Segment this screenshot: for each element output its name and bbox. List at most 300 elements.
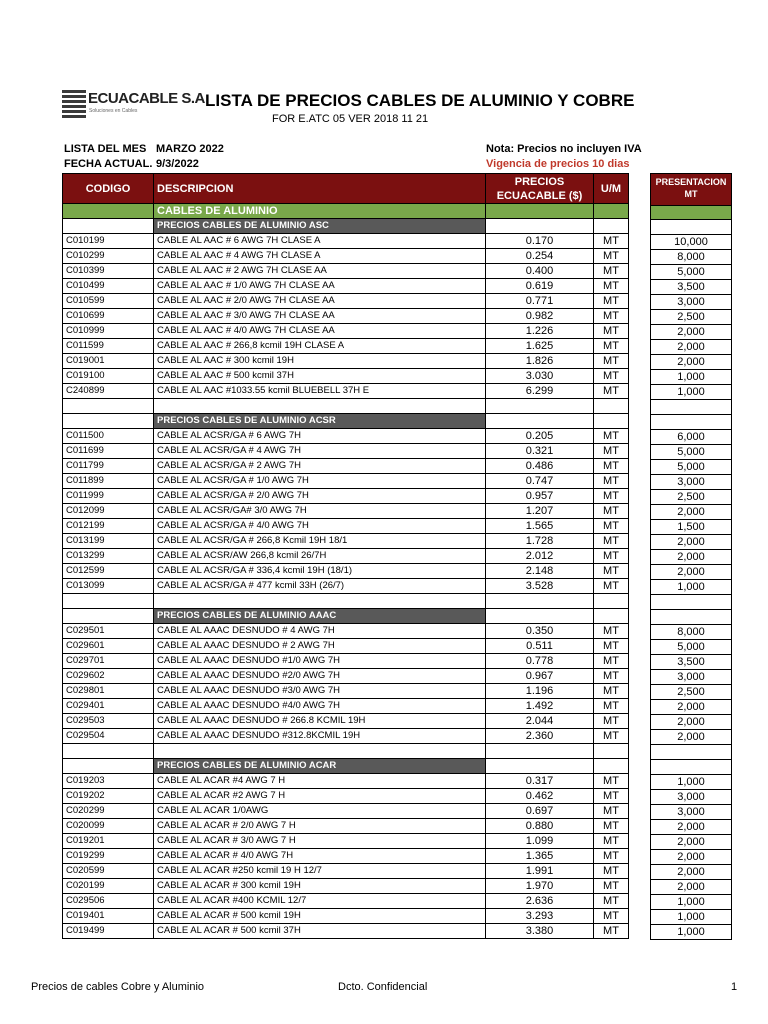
- presentation-row: [651, 340, 732, 355]
- product-price: 2.012: [486, 549, 594, 564]
- product-description: CABLE AL AAAC DESNUDO # 4 AWG 7H: [154, 624, 486, 639]
- product-description: CABLE AL ACSR/GA # 336,4 kcmil 19H (18/1): [154, 564, 486, 579]
- product-unit: MT: [594, 309, 629, 324]
- product-description: CABLE AL ACSR/GA# 3/0 AWG 7H: [154, 504, 486, 519]
- section-header: [63, 609, 629, 624]
- table-row: [63, 789, 629, 804]
- table-row: [63, 339, 629, 354]
- logo-name: ECUACABLE S.A: [88, 90, 205, 107]
- presentation-row: [651, 790, 732, 805]
- table-row: [63, 294, 629, 309]
- product-description: CABLE AL ACAR # 4/0 AWG 7H: [154, 849, 486, 864]
- table-row: [63, 354, 629, 369]
- product-unit: MT: [594, 624, 629, 639]
- presentation-row: [651, 715, 732, 730]
- product-code: C029601: [63, 639, 154, 654]
- presentation-value: 2,000: [651, 880, 732, 895]
- table-row: [63, 654, 629, 669]
- product-unit: MT: [594, 489, 629, 504]
- presentation-value: 1,000: [651, 385, 732, 400]
- presentation-value: 5,000: [651, 460, 732, 475]
- date-value: 9/3/2022: [156, 158, 199, 170]
- product-description: CABLE AL ACSR/GA # 2 AWG 7H: [154, 459, 486, 474]
- product-description: CABLE AL AAAC DESNUDO #1/0 AWG 7H: [154, 654, 486, 669]
- presentation-value: 5,000: [651, 445, 732, 460]
- product-description: CABLE AL ACSR/GA # 6 AWG 7H: [154, 429, 486, 444]
- product-description: CABLE AL AAAC DESNUDO # 266.8 KCMIL 19H: [154, 714, 486, 729]
- presentation-value: 2,000: [651, 340, 732, 355]
- presentation-row: [651, 850, 732, 865]
- product-description: CABLE AL ACAR # 2/0 AWG 7 H: [154, 819, 486, 834]
- logo-tagline: Soluciones en Cables: [89, 108, 138, 114]
- product-description: CABLE AL ACSR/GA # 1/0 AWG 7H: [154, 474, 486, 489]
- product-price: 0.254: [486, 249, 594, 264]
- product-price: 0.511: [486, 639, 594, 654]
- product-unit: MT: [594, 774, 629, 789]
- table-row: [63, 864, 629, 879]
- column-unit: U/M: [594, 174, 629, 204]
- presentation-row: [651, 475, 732, 490]
- presentation-row: [651, 265, 732, 280]
- product-unit: MT: [594, 294, 629, 309]
- document-title: LISTA DE PRECIOS CABLES DE ALUMINIO Y COBRE: [205, 91, 635, 110]
- product-price: 0.957: [486, 489, 594, 504]
- table-header: [63, 174, 629, 204]
- presentation-value: 1,000: [651, 895, 732, 910]
- product-code: C012099: [63, 504, 154, 519]
- price-validity: Vigencia de precios 10 dias: [486, 158, 630, 170]
- table-row: [63, 684, 629, 699]
- presentation-row: [651, 250, 732, 265]
- product-code: C011799: [63, 459, 154, 474]
- product-price: 3.030: [486, 369, 594, 384]
- presentation-row: [651, 925, 732, 940]
- product-description: CABLE AL ACAR # 500 kcmil 19H: [154, 909, 486, 924]
- product-description: CABLE AL AAC # 6 AWG 7H CLASE A: [154, 234, 486, 249]
- table-row: [63, 879, 629, 894]
- product-description: CABLE AL ACSR/AW 266,8 kcmil 26/7H: [154, 549, 486, 564]
- product-price: 1.365: [486, 849, 594, 864]
- product-unit: MT: [594, 669, 629, 684]
- product-code: C029504: [63, 729, 154, 744]
- product-code: C013099: [63, 579, 154, 594]
- presentation-value: 8,000: [651, 625, 732, 640]
- presentation-value: 2,000: [651, 715, 732, 730]
- product-unit: MT: [594, 324, 629, 339]
- presentation-value: 1,000: [651, 910, 732, 925]
- table-row: [63, 564, 629, 579]
- product-price: 0.350: [486, 624, 594, 639]
- presentation-row: [651, 460, 732, 475]
- presentation-value: 3,000: [651, 295, 732, 310]
- product-code: C029506: [63, 894, 154, 909]
- product-description: CABLE AL AAAC DESNUDO #4/0 AWG 7H: [154, 699, 486, 714]
- product-code: C019202: [63, 789, 154, 804]
- table-row: [63, 774, 629, 789]
- footer-title: Precios de cables Cobre y Aluminio: [31, 981, 205, 993]
- presentation-value: 1,000: [651, 580, 732, 595]
- product-description: CABLE AL AAAC DESNUDO #2/0 AWG 7H: [154, 669, 486, 684]
- presentation-row: [651, 310, 732, 325]
- product-description: CABLE AL AAC # 500 kcmil 37H: [154, 369, 486, 384]
- presentation-value: 2,000: [651, 355, 732, 370]
- presentation-row: [651, 910, 732, 925]
- table-row: [63, 819, 629, 834]
- table-row: [63, 639, 629, 654]
- table-row: [63, 279, 629, 294]
- presentation-row: [651, 325, 732, 340]
- product-description: CABLE AL ACSR/GA # 2/0 AWG 7H: [154, 489, 486, 504]
- presentation-row: [651, 490, 732, 505]
- table-row: [63, 444, 629, 459]
- product-price: 1.207: [486, 504, 594, 519]
- section-header: [63, 414, 629, 429]
- table-row: [63, 669, 629, 684]
- presentation-row: [651, 280, 732, 295]
- product-price: 1.565: [486, 519, 594, 534]
- price-table: [62, 173, 629, 939]
- presentation-row: [651, 385, 732, 400]
- presentation-row: [651, 295, 732, 310]
- product-unit: MT: [594, 279, 629, 294]
- section-header: [63, 759, 629, 774]
- product-description: CABLE AL AAC # 4/0 AWG 7H CLASE AA: [154, 324, 486, 339]
- product-price: 0.462: [486, 789, 594, 804]
- spacer-row: [63, 399, 629, 414]
- product-price: 0.321: [486, 444, 594, 459]
- presentation-row: [651, 355, 732, 370]
- presentation-header: [651, 174, 732, 206]
- product-price: 1.970: [486, 879, 594, 894]
- presentation-row: [651, 820, 732, 835]
- product-code: C019001: [63, 354, 154, 369]
- product-code: C011599: [63, 339, 154, 354]
- product-unit: MT: [594, 354, 629, 369]
- table-row: [63, 489, 629, 504]
- table-row: [63, 804, 629, 819]
- product-code: C010199: [63, 234, 154, 249]
- product-description: CABLE AL AAC # 3/0 AWG 7H CLASE AA: [154, 309, 486, 324]
- category-row: [63, 204, 629, 219]
- product-price: 0.747: [486, 474, 594, 489]
- product-price: 1.226: [486, 324, 594, 339]
- product-unit: MT: [594, 504, 629, 519]
- table-row: [63, 474, 629, 489]
- product-description: CABLE AL AAAC DESNUDO #312.8KCMIL 19H: [154, 729, 486, 744]
- table-row: [63, 579, 629, 594]
- product-code: C020299: [63, 804, 154, 819]
- product-unit: MT: [594, 834, 629, 849]
- product-price: 3.293: [486, 909, 594, 924]
- section-title: PRECIOS CABLES DE ALUMINIO ACAR: [154, 759, 486, 774]
- presentation-value: 2,000: [651, 325, 732, 340]
- product-price: 3.380: [486, 924, 594, 939]
- page-number: 1: [731, 981, 738, 993]
- product-code: C029503: [63, 714, 154, 729]
- column-price: PRECIOS ECUACABLE ($): [486, 174, 594, 204]
- presentation-row: [651, 835, 732, 850]
- product-unit: MT: [594, 714, 629, 729]
- product-code: C011899: [63, 474, 154, 489]
- product-code: C029801: [63, 684, 154, 699]
- presentation-value: 2,000: [651, 535, 732, 550]
- table-row: [63, 264, 629, 279]
- product-code: C010499: [63, 279, 154, 294]
- product-description: CABLE AL ACAR #2 AWG 7 H: [154, 789, 486, 804]
- presentation-row: [651, 670, 732, 685]
- product-unit: MT: [594, 789, 629, 804]
- product-description: CABLE AL ACAR # 3/0 AWG 7 H: [154, 834, 486, 849]
- product-unit: MT: [594, 519, 629, 534]
- product-unit: MT: [594, 264, 629, 279]
- table-row: [63, 249, 629, 264]
- product-code: C012199: [63, 519, 154, 534]
- product-code: C010299: [63, 249, 154, 264]
- presentation-value: 2,500: [651, 310, 732, 325]
- product-code: C019499: [63, 924, 154, 939]
- table-row: [63, 504, 629, 519]
- product-unit: MT: [594, 639, 629, 654]
- presentation-row: [651, 235, 732, 250]
- product-unit: MT: [594, 894, 629, 909]
- table-row: [63, 459, 629, 474]
- table-row: [63, 909, 629, 924]
- product-price: 1.991: [486, 864, 594, 879]
- product-unit: MT: [594, 864, 629, 879]
- presentation-row: [651, 880, 732, 895]
- product-description: CABLE AL ACAR 1/0AWG: [154, 804, 486, 819]
- presentation-value: 3,000: [651, 475, 732, 490]
- presentation-row: [651, 775, 732, 790]
- product-code: C010599: [63, 294, 154, 309]
- presentation-value: 2,000: [651, 850, 732, 865]
- product-description: CABLE AL AAAC DESNUDO # 2 AWG 7H: [154, 639, 486, 654]
- presentation-table: [650, 173, 732, 940]
- product-price: 0.205: [486, 429, 594, 444]
- product-description: CABLE AL ACSR/GA # 4/0 AWG 7H: [154, 519, 486, 534]
- product-code: C019203: [63, 774, 154, 789]
- presentation-row: [651, 445, 732, 460]
- product-unit: MT: [594, 699, 629, 714]
- product-code: C019100: [63, 369, 154, 384]
- product-price: 0.317: [486, 774, 594, 789]
- presentation-value: 2,000: [651, 565, 732, 580]
- product-unit: MT: [594, 249, 629, 264]
- product-unit: MT: [594, 579, 629, 594]
- presentation-row: [651, 565, 732, 580]
- column-presentation: PRESENTACION MT: [651, 174, 732, 206]
- product-description: CABLE AL AAC # 4 AWG 7H CLASE A: [154, 249, 486, 264]
- presentation-row: [651, 625, 732, 640]
- product-unit: MT: [594, 444, 629, 459]
- spacer-row: [63, 744, 629, 759]
- presentation-value: 2,000: [651, 550, 732, 565]
- product-description: CABLE AL AAC #1033.55 kcmil BLUEBELL 37H E: [154, 384, 486, 399]
- product-price: 0.170: [486, 234, 594, 249]
- product-code: C019201: [63, 834, 154, 849]
- presentation-value: 2,000: [651, 700, 732, 715]
- table-row: [63, 549, 629, 564]
- date-label: FECHA ACTUAL.: [64, 158, 153, 170]
- section-title: PRECIOS CABLES DE ALUMINIO ACSR: [154, 414, 486, 429]
- presentation-row: [651, 430, 732, 445]
- presentation-value: 2,000: [651, 865, 732, 880]
- product-unit: MT: [594, 684, 629, 699]
- product-unit: MT: [594, 549, 629, 564]
- list-month-value: MARZO 2022: [156, 143, 224, 155]
- product-code: C020199: [63, 879, 154, 894]
- product-description: CABLE AL ACAR #4 AWG 7 H: [154, 774, 486, 789]
- product-code: C020099: [63, 819, 154, 834]
- product-code: C011999: [63, 489, 154, 504]
- product-code: C029701: [63, 654, 154, 669]
- product-code: C011500: [63, 429, 154, 444]
- presentation-value: 5,000: [651, 640, 732, 655]
- table-row: [63, 519, 629, 534]
- product-price: 1.492: [486, 699, 594, 714]
- presentation-value: 5,000: [651, 265, 732, 280]
- product-code: C020599: [63, 864, 154, 879]
- column-description: DESCRIPCION: [154, 174, 486, 204]
- product-description: CABLE AL ACAR # 300 kcmil 19H: [154, 879, 486, 894]
- presentation-row: [651, 505, 732, 520]
- product-unit: MT: [594, 924, 629, 939]
- presentation-row: [651, 685, 732, 700]
- product-price: 2.360: [486, 729, 594, 744]
- product-description: CABLE AL ACSR/GA # 477 kcmil 33H (26/7): [154, 579, 486, 594]
- table-row: [63, 384, 629, 399]
- product-code: C010699: [63, 309, 154, 324]
- presentation-value: 1,500: [651, 520, 732, 535]
- presentation-value: 3,000: [651, 670, 732, 685]
- product-unit: MT: [594, 564, 629, 579]
- presentation-row: [651, 655, 732, 670]
- spacer-row: [63, 594, 629, 609]
- product-price: 0.486: [486, 459, 594, 474]
- product-price: 0.400: [486, 264, 594, 279]
- product-price: 0.880: [486, 819, 594, 834]
- product-unit: MT: [594, 909, 629, 924]
- table-row: [63, 849, 629, 864]
- section-title: PRECIOS CABLES DE ALUMINIO AAAC: [154, 609, 486, 624]
- product-price: 0.697: [486, 804, 594, 819]
- product-price: 2.148: [486, 564, 594, 579]
- product-description: CABLE AL ACAR #250 kcmil 19 H 12/7: [154, 864, 486, 879]
- product-price: 1.625: [486, 339, 594, 354]
- section-header: [63, 219, 629, 234]
- vat-note: Nota: Precios no incluyen IVA: [486, 143, 642, 155]
- product-description: CABLE AL AAC # 300 kcmil 19H: [154, 354, 486, 369]
- table-row: [63, 309, 629, 324]
- presentation-value: 8,000: [651, 250, 732, 265]
- category-label: CABLES DE ALUMINIO: [154, 204, 486, 219]
- presentation-row: [651, 865, 732, 880]
- presentation-row: [651, 370, 732, 385]
- product-code: C012599: [63, 564, 154, 579]
- product-price: 2.044: [486, 714, 594, 729]
- table-row: [63, 624, 629, 639]
- product-price: 2.636: [486, 894, 594, 909]
- product-code: C011699: [63, 444, 154, 459]
- product-code: C010999: [63, 324, 154, 339]
- presentation-value: 1,000: [651, 925, 732, 940]
- product-unit: MT: [594, 234, 629, 249]
- table-row: [63, 234, 629, 249]
- product-unit: MT: [594, 339, 629, 354]
- presentation-value: 2,000: [651, 505, 732, 520]
- presentation-value: 3,000: [651, 805, 732, 820]
- document-code: FOR E.ATC 05 VER 2018 11 21: [272, 113, 429, 125]
- product-code: C240899: [63, 384, 154, 399]
- table-row: [63, 534, 629, 549]
- presentation-value: 3,500: [651, 280, 732, 295]
- table-row: [63, 714, 629, 729]
- product-description: CABLE AL ACAR # 500 kcmil 37H: [154, 924, 486, 939]
- product-code: C019299: [63, 849, 154, 864]
- product-unit: MT: [594, 384, 629, 399]
- product-description: CABLE AL ACSR/GA # 4 AWG 7H: [154, 444, 486, 459]
- product-description: CABLE AL AAC # 2/0 AWG 7H CLASE AA: [154, 294, 486, 309]
- product-unit: MT: [594, 879, 629, 894]
- product-unit: MT: [594, 729, 629, 744]
- product-price: 1.099: [486, 834, 594, 849]
- presentation-value: 10,000: [651, 235, 732, 250]
- product-unit: MT: [594, 474, 629, 489]
- product-unit: MT: [594, 534, 629, 549]
- presentation-row: [651, 535, 732, 550]
- table-row: [63, 729, 629, 744]
- table-row: [63, 894, 629, 909]
- product-code: C029401: [63, 699, 154, 714]
- product-code: C029501: [63, 624, 154, 639]
- product-description: CABLE AL AAAC DESNUDO #3/0 AWG 7H: [154, 684, 486, 699]
- product-unit: MT: [594, 819, 629, 834]
- product-description: CABLE AL ACAR #400 KCMIL 12/7: [154, 894, 486, 909]
- product-description: CABLE AL AAC # 266,8 kcmil 19H CLASE A: [154, 339, 486, 354]
- presentation-row: [651, 730, 732, 745]
- table-row: [63, 369, 629, 384]
- presentation-row: [651, 580, 732, 595]
- product-price: 0.771: [486, 294, 594, 309]
- product-description: CABLE AL AAC # 1/0 AWG 7H CLASE AA: [154, 279, 486, 294]
- cable-spool-icon: [62, 88, 86, 118]
- product-description: CABLE AL AAC # 2 AWG 7H CLASE AA: [154, 264, 486, 279]
- product-price: 1.826: [486, 354, 594, 369]
- presentation-value: 2,500: [651, 490, 732, 505]
- product-unit: MT: [594, 429, 629, 444]
- product-description: CABLE AL ACSR/GA # 266,8 Kcmil 19H 18/1: [154, 534, 486, 549]
- product-price: 0.778: [486, 654, 594, 669]
- table-row: [63, 429, 629, 444]
- product-code: C019401: [63, 909, 154, 924]
- product-code: C013299: [63, 549, 154, 564]
- presentation-value: 2,000: [651, 820, 732, 835]
- column-code: CODIGO: [63, 174, 154, 204]
- product-price: 0.967: [486, 669, 594, 684]
- presentation-row: [651, 550, 732, 565]
- company-logo: [62, 88, 205, 118]
- product-price: 1.728: [486, 534, 594, 549]
- presentation-row: [651, 805, 732, 820]
- presentation-row: [651, 700, 732, 715]
- product-price: 3.528: [486, 579, 594, 594]
- product-code: C010399: [63, 264, 154, 279]
- presentation-value: 2,000: [651, 730, 732, 745]
- product-code: C013199: [63, 534, 154, 549]
- presentation-value: 6,000: [651, 430, 732, 445]
- list-month-label: LISTA DEL MES: [64, 143, 147, 155]
- product-price: 0.982: [486, 309, 594, 324]
